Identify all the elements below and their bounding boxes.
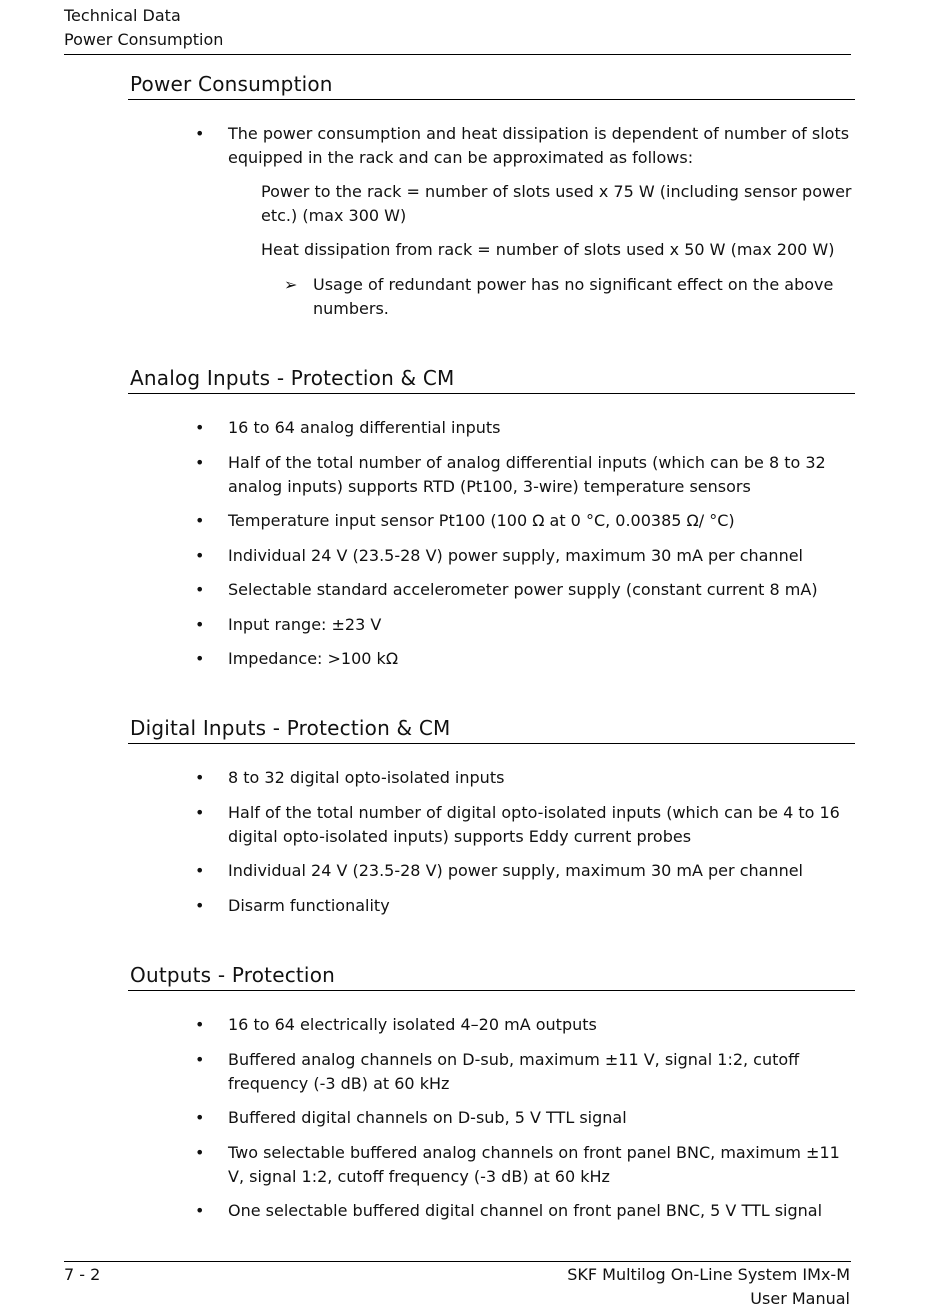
- bullet-text: Half of the total number of digital opto-isolated inputs (which can be 4 to 16 digital opto-isolated inputs) supports Eddy current probes: [228, 802, 840, 846]
- outputs-bullet-list: [195, 1013, 855, 1234]
- bullet-text: Disarm functionality: [228, 895, 390, 915]
- bullet-text: 16 to 64 analog differential inputs: [228, 418, 501, 437]
- list-item: [195, 509, 855, 533]
- bullet-icon: •: [195, 802, 205, 822]
- running-header: [64, 4, 851, 55]
- bullet-text: One selectable buffered digital channel on front panel BNC, 5 V TTL signal: [228, 1201, 823, 1220]
- footer-title: [567, 1263, 850, 1311]
- bullet-text: Two selectable buffered analog channels on front panel BNC, maximum ±11 V, signal 1:2, cutoff frequency (-3 dB) at 60 kHz: [228, 1142, 840, 1186]
- list-item: [195, 1141, 855, 1189]
- analog-bullet-list: [195, 416, 855, 682]
- bullet-icon: •: [195, 452, 205, 472]
- bullet-text: Impedance: >100 kΩ: [228, 649, 399, 668]
- header-section: Power Consumption: [64, 30, 224, 49]
- bullet-icon: •: [195, 580, 205, 599]
- list-item: [195, 647, 855, 671]
- footer-product: SKF Multilog On-Line System IMx-M: [567, 1265, 850, 1284]
- bullet-icon: •: [195, 1142, 205, 1162]
- bullet-text: Buffered analog channels on D-sub, maximum ±11 V, signal 1:2, cutoff frequency (-3 dB) at 60 kHz: [228, 1049, 800, 1093]
- list-item: [195, 894, 855, 918]
- list-item: [195, 859, 855, 883]
- bullet-icon: •: [195, 1049, 205, 1069]
- bullet-icon: •: [195, 124, 205, 143]
- header-chapter: Technical Data: [64, 6, 181, 25]
- section-title-outputs: Outputs - Protection: [128, 961, 855, 991]
- list-item: [195, 1013, 855, 1037]
- arrow-bullet-icon: ➢: [284, 275, 298, 294]
- list-item: [195, 1048, 855, 1096]
- bullet-text: 8 to 32 digital opto-isolated inputs: [228, 768, 505, 787]
- section-title-digital: Digital Inputs - Protection & CM: [128, 714, 855, 744]
- bullet-text: Buffered digital channels on D-sub, 5 V TTL signal: [228, 1108, 627, 1127]
- bullet-text: 16 to 64 electrically isolated 4–20 mA outputs: [228, 1015, 597, 1034]
- note: [284, 273, 844, 321]
- bullet-icon: •: [195, 511, 205, 530]
- list-item: [195, 801, 855, 849]
- bullet-text: The power consumption and heat dissipation is dependent of number of slots equipped in the rack and can be approximated as follows:: [228, 124, 850, 167]
- bullet-icon: •: [195, 649, 205, 668]
- bullet-icon: •: [195, 861, 205, 880]
- bullet-text: Input range: ±23 V: [228, 614, 382, 634]
- bullet-icon: •: [195, 545, 205, 565]
- bullet-text: Half of the total number of analog differential inputs (which can be 8 to 32 analog inputs) supports RTD (Pt100, 3-wire) temperature sensors: [228, 452, 826, 496]
- bullet-icon: •: [195, 1201, 205, 1220]
- list-item: [195, 578, 855, 602]
- bullet-icon: •: [195, 1015, 205, 1034]
- power-formula: Power to the rack = number of slots used x 75 W (including sensor power etc.) (max 300 W): [261, 182, 852, 225]
- bullet-text: Individual 24 V (23.5-28 V) power supply, maximum 30 mA per channel: [228, 861, 803, 880]
- list-item: [195, 613, 855, 637]
- bullet-icon: •: [195, 1108, 205, 1127]
- bullet-text: Selectable standard accelerometer power supply (constant current 8 mA): [228, 580, 818, 599]
- bullet-icon: •: [195, 768, 205, 787]
- section-title-power: Power Consumption: [128, 70, 855, 100]
- bullet-text: Temperature input sensor Pt100 (100 Ω at 0 °C, 0.00385 Ω/ °C): [228, 511, 735, 530]
- bullet-text: Individual 24 V (23.5-28 V) power supply, maximum 30 mA per channel: [228, 545, 803, 565]
- bullet-icon: •: [195, 614, 205, 634]
- bullet-icon: •: [195, 895, 205, 915]
- note-text: Usage of redundant power has no significant effect on the above numbers.: [313, 275, 834, 318]
- list-item: [195, 416, 855, 440]
- page-number: 7 - 2: [64, 1265, 101, 1284]
- section-title-analog: Analog Inputs - Protection & CM: [128, 364, 855, 394]
- list-item: [195, 451, 855, 499]
- power-bullet-list: [195, 122, 855, 181]
- heat-formula: Heat dissipation from rack = number of slots used x 50 W (max 200 W): [261, 240, 835, 259]
- list-item: [195, 122, 855, 170]
- footer-manual: User Manual: [750, 1289, 850, 1308]
- footer-divider: [64, 1261, 851, 1262]
- list-item: [195, 544, 855, 568]
- list-item: [195, 1106, 855, 1130]
- list-item: [195, 1199, 855, 1223]
- bullet-icon: •: [195, 418, 205, 437]
- digital-bullet-list: [195, 766, 855, 928]
- list-item: [195, 766, 855, 790]
